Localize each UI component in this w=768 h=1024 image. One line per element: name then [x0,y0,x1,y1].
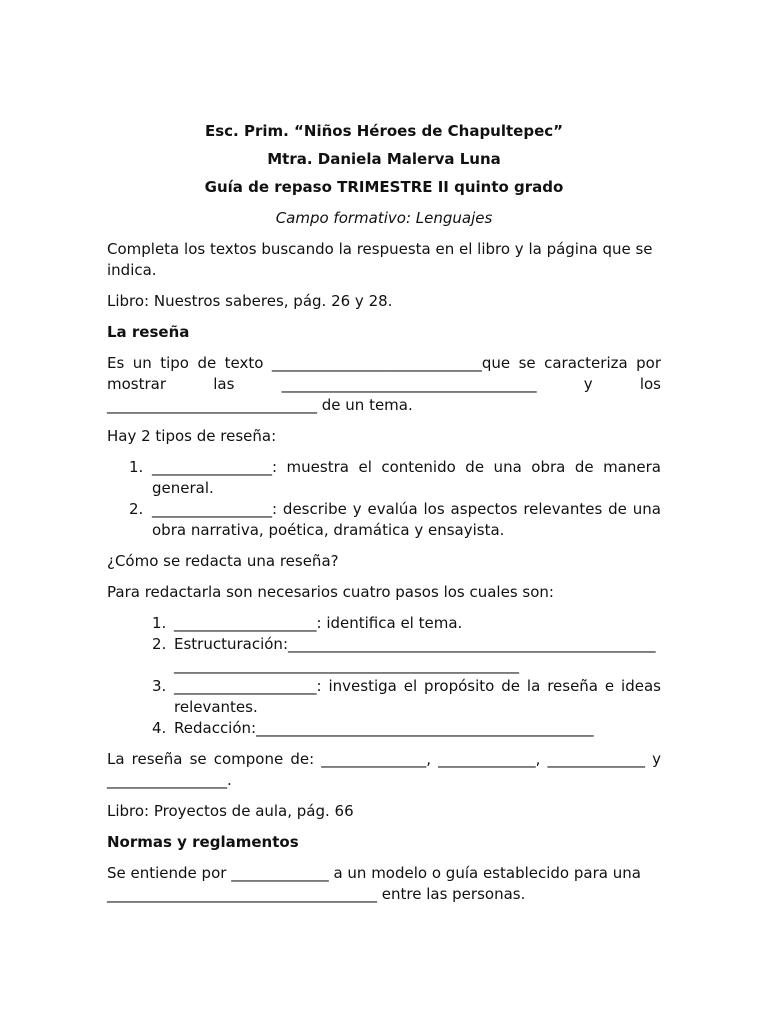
how-to-question: ¿Cómo se redacta una reseña? [107,552,339,570]
section-title-resena: La reseña [107,323,190,341]
list-item-text: Estructuración:_______________________________________________________________________________________________ [174,635,656,674]
guide-title: Guía de repaso TRIMESTRE II quinto grado [204,178,564,196]
list-number: 1. [152,614,167,632]
list-item-text: ________________: muestra el contenido de una obra de manera general. [152,458,661,497]
school-name: Esc. Prim. “Niños Héroes de Chapultepec” [204,122,563,140]
list-number: 2. [152,635,167,653]
book-reference-1: Libro: Nuestros saberes, pág. 26 y 28. [107,292,393,310]
list-item [107,499,661,541]
instructions-paragraph: Completa los textos buscando la respuesta en el libro y la página que se indica. [107,240,653,279]
resena-definition: Es un tipo de texto ____________________________que se caracteriza por mostrar las __________________________________ y los ____________________________ de un tema. [107,354,661,414]
list-item [107,634,661,676]
list-item [107,613,661,634]
document-page [107,121,661,915]
book-reference-2: Libro: Proyectos de aula, pág. 66 [107,802,354,820]
section-title-normas: Normas y reglamentos [107,833,299,851]
list-number: 3. [152,677,167,695]
list-item-text: ________________: describe y evalúa los aspectos relevantes de una obra narrativa, poética, dramática y ensayista. [152,500,661,539]
resena-types-list [107,457,661,541]
resena-composition: La reseña se compone de: ______________, _____________, _____________ y ________________. [107,750,661,789]
steps-intro: Para redactarla son necesarios cuatro pasos los cuales son: [107,583,554,601]
list-number: 4. [152,719,167,737]
list-item [107,718,661,739]
formative-field: Campo formativo: Lenguajes [275,209,493,227]
teacher-name: Mtra. Daniela Malerva Luna [267,150,501,168]
list-item-text: ___________________: identifica el tema. [174,614,463,632]
list-item [107,676,661,718]
list-item-text: Redacción:_____________________________________________ [174,719,594,737]
list-item [107,457,661,499]
normas-definition: Se entiende por _____________ a un modelo o guía establecido para una ____________________________________ entre las personas. [107,864,641,903]
list-item-text: ___________________: investiga el propósito de la reseña e ideas relevantes. [174,677,661,716]
types-intro: Hay 2 tipos de reseña: [107,427,277,445]
list-number: 1. [129,458,144,476]
resena-steps-list [107,613,661,739]
list-number: 2. [129,500,144,518]
